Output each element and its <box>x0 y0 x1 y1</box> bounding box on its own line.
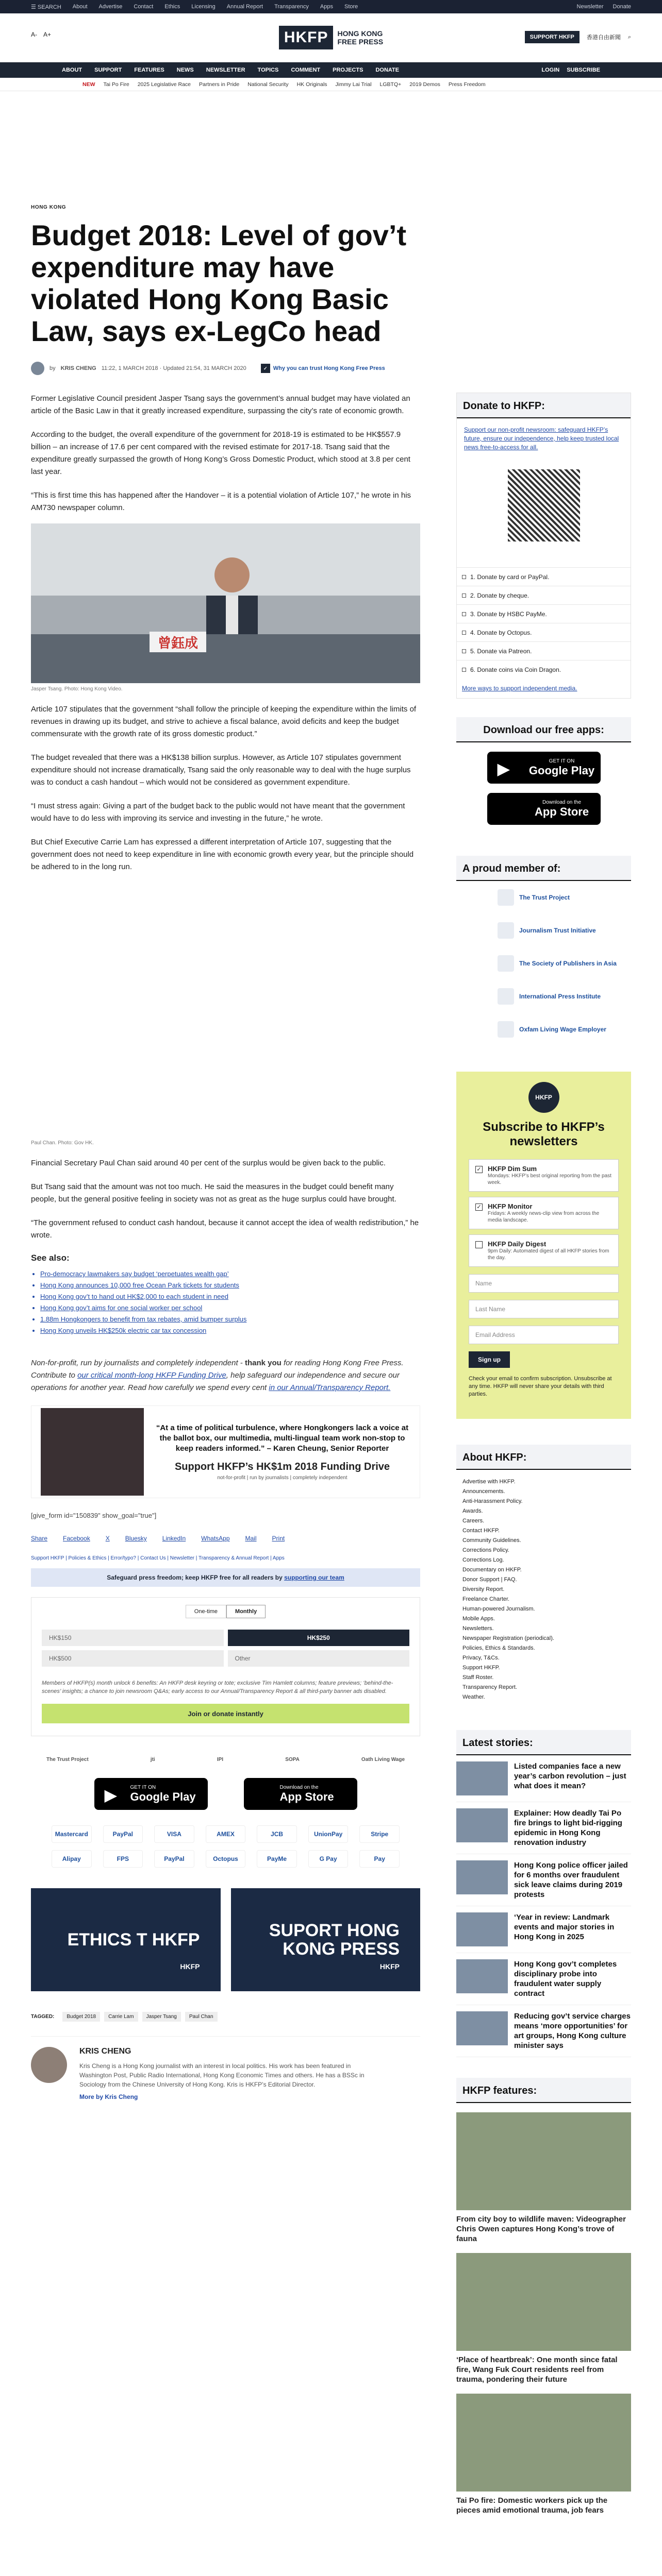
author-info <box>79 2047 378 2100</box>
ticker-item[interactable]: 2019 Demos <box>409 81 440 88</box>
more-ways-link[interactable]: More ways to support independent media. <box>462 685 577 692</box>
share-bluesky[interactable]: Bluesky <box>125 1535 147 1542</box>
org-logo <box>498 988 514 1005</box>
top-right-links <box>577 4 631 10</box>
amount-option-other[interactable]: Other <box>228 1650 410 1667</box>
logo-box: HKFP <box>279 26 334 49</box>
about-link[interactable]: Corrections Policy. <box>462 1547 509 1553</box>
about-heading: About HKFP: <box>456 1445 631 1470</box>
trust-icon: ✓ <box>261 364 270 373</box>
paragraph: Financial Secretary Paul Chan said around 40 per cent of the surplus would be given back to the public. <box>31 1159 386 1167</box>
payment-logo: Pay <box>359 1850 400 1868</box>
donate-widget <box>456 393 631 699</box>
org-logo <box>498 955 514 972</box>
author-name[interactable]: KRIS CHENG <box>79 2047 131 2056</box>
about-link[interactable]: Mobile Apps. <box>462 1616 495 1622</box>
story-thumbnail <box>456 2011 508 2045</box>
byline-by: by <box>49 365 56 371</box>
payment-logo: Mastercard <box>52 1825 92 1843</box>
paragraph: “I must stress again: Giving a part of the budget back to the public would not have meant that the government would have to do less with improving its service and investing in the future,” he wrote. <box>31 802 405 823</box>
paragraph: According to the budget, the overall expenditure of the government for 2018-19 is estimated to be HK$557.9 billion – an increase of 17.6 per cent compared with the revised estimate for 2017-18. Tsang said that the expenditure greatly surpassed the growth of Hong Kong’s Gross Domestic Product, which stood at 3.8 per cent last year. <box>31 430 410 476</box>
main-nav <box>0 62 662 78</box>
logo-text: HONG KONG FREE PRESS <box>337 29 384 46</box>
member-heading: A proud member of: <box>456 856 631 881</box>
latest-story[interactable]: Listed companies face a new year’s carbon revolution – just what does it mean? <box>456 1755 631 1802</box>
feature-image <box>456 2394 631 2492</box>
paragraph: But Tsang said that the amount was not too much. He said the measures in the budget could benefit many people, but the general positive feeling in society was not as great as the huge surplus could have brought. <box>31 1182 396 1204</box>
newsletter-widget <box>456 1072 631 1419</box>
see-also-link[interactable]: • Hong Kong gov’t to hand out HK$2,000 to each student in need <box>40 1291 420 1302</box>
embed-placeholder <box>31 885 420 1137</box>
top-link-transparency[interactable]: Transparency <box>274 4 309 10</box>
bullet-icon <box>462 649 466 653</box>
tags-label: TAGGED: <box>31 2014 55 2020</box>
share-mail[interactable]: Mail <box>245 1535 257 1542</box>
donation-form <box>31 1597 420 1736</box>
ethics-banner[interactable]: ETHICS T HKFP HKFP <box>31 1888 221 1991</box>
member-org[interactable]: The Trust Project <box>456 881 631 914</box>
share-whatsapp[interactable]: WhatsApp <box>201 1535 230 1542</box>
safeguard-bar: Safeguard press freedom; keep HKFP free for all readers by supporting our team <box>31 1568 420 1587</box>
donate-option[interactable]: 2. Donate by cheque. <box>457 586 631 604</box>
about-link[interactable]: Newsletters. <box>462 1625 494 1632</box>
nav-projects[interactable]: PROJECTS <box>333 67 363 73</box>
story-thumbnail <box>456 1860 508 1894</box>
main-layout <box>31 393 631 2515</box>
ticker-item[interactable]: National Security <box>247 81 289 88</box>
share-linkedin[interactable]: LinkedIn <box>162 1535 186 1542</box>
join-button[interactable]: Join or donate instantly <box>42 1704 409 1723</box>
donate-option[interactable]: 4. Donate by Octopus. <box>457 623 631 641</box>
feature-story[interactable]: From city boy to wildlife maven: Videographer Chris Owen captures Hong Kong’s trove of fauna <box>456 2112 631 2244</box>
see-also-link[interactable]: • Hong Kong unveils HK$250k electric car tax concession <box>40 1325 420 1336</box>
about-link[interactable]: Transparency Report. <box>462 1684 517 1690</box>
donate-option[interactable]: 6. Donate coins via Coin Dragon. <box>457 660 631 679</box>
nav-right <box>541 67 600 73</box>
nav-about[interactable]: ABOUT <box>62 67 82 73</box>
more-by-author-link[interactable]: More by Kris Cheng <box>79 2093 138 2100</box>
payment-logo: VISA <box>154 1825 194 1843</box>
name-plaque: 曾鈺成 <box>150 632 206 652</box>
share-x[interactable]: X <box>105 1535 110 1542</box>
article-title: Budget 2018: Level of gov’t expenditure may have violated Hong Kong Basic Law, says ex-LegCo head <box>31 219 407 347</box>
member-widget <box>456 856 631 1046</box>
ticker-item[interactable]: LGBTQ+ <box>379 81 402 88</box>
play-icon: ▶ <box>104 1786 118 1804</box>
about-link[interactable]: Contact HKFP. <box>462 1528 500 1534</box>
site-logo[interactable] <box>279 26 383 49</box>
nav-news[interactable]: NEWS <box>176 67 194 73</box>
org-logo <box>498 1021 514 1038</box>
feature-story[interactable]: Tai Po fire: Domestic workers pick up the pieces amid emotional trauma, job fears <box>456 2394 631 2515</box>
banner-cta: Support HKFP’s HK$1m 2018 Funding Drive <box>174 1461 390 1472</box>
latest-story[interactable]: Hong Kong gov’t completes disciplinary probe into fraudulent water supply contract <box>456 1953 631 2005</box>
newsletter-option[interactable]: ✓ HKFP Dim Sum Mondays: HKFP’s best original reporting from the past week. <box>469 1159 619 1192</box>
ticker-item[interactable]: Press Freedom <box>448 81 486 88</box>
latest-heading: Latest stories: <box>456 1730 631 1755</box>
photo-table <box>31 634 420 683</box>
article-tags <box>31 2012 420 2022</box>
ticker-item[interactable]: Tai Po Fire <box>103 81 129 88</box>
top-link-advertise[interactable]: Advertise <box>98 4 123 10</box>
amount-option[interactable]: HK$150 <box>42 1630 224 1646</box>
search-icon[interactable]: ⌕ <box>627 33 631 40</box>
app-store-badge-side[interactable]: Download on the App Store <box>487 793 601 825</box>
qr-pattern <box>508 469 580 541</box>
see-also-heading: See also: <box>31 1253 70 1263</box>
member-org[interactable]: International Press Institute <box>456 980 631 1013</box>
app-store-badge[interactable]: Download on the App Store <box>244 1778 357 1810</box>
paragraph: The budget revealed that there was a HK$138 billion surplus. However, as Article 107 stipulates government expenditure should not increase dramatically, Tsang said the only reasonable way to deal with the huge surplus was to conduct a cash handout – which would not be considered as government expenditure. <box>31 753 411 787</box>
payment-logo: PayPal <box>154 1850 194 1868</box>
payment-logo: G Pay <box>308 1850 349 1868</box>
nav-newsletter[interactable]: NEWSLETTER <box>206 67 245 73</box>
masthead <box>0 13 662 62</box>
author-avatar-large <box>31 2047 67 2083</box>
member-org[interactable]: Oxfam Living Wage Employer <box>456 1013 631 1046</box>
share-facebook[interactable]: Facebook <box>63 1535 90 1542</box>
paragraph: Former Legislative Council president Jasper Tsang says the government’s annual budget may have violated an article of the Basic Law in that it greatly increased expenditure, surpassing the city’s rate of economic growth. <box>31 394 410 415</box>
living-wage-logo: Oath Living Wage <box>361 1757 405 1762</box>
feature-image <box>456 2253 631 2351</box>
payment-logo: UnionPay <box>308 1825 349 1843</box>
transparency-report-link[interactable]: in our Annual/Transparency Report. <box>269 1383 391 1392</box>
signup-button[interactable]: Sign up <box>469 1351 510 1368</box>
org-logo <box>498 889 514 906</box>
share-bar <box>31 1535 420 1542</box>
nav-support[interactable]: SUPPORT <box>94 67 122 73</box>
byline <box>31 362 631 375</box>
donate-heading: Donate to HKFP: <box>457 393 631 418</box>
ticker-item[interactable]: HK Originals <box>296 81 327 88</box>
funding-banner[interactable] <box>31 1405 420 1498</box>
google-play-badge[interactable]: ▶ GET IT ON Google Play <box>94 1778 208 1810</box>
payment-logo: PayPal <box>103 1825 143 1843</box>
donate-option[interactable]: 1. Donate by card or PayPal. <box>457 567 631 586</box>
top-link-licensing[interactable]: Licensing <box>191 4 216 10</box>
story-thumbnail <box>456 1761 508 1795</box>
share-label: Share <box>31 1535 48 1542</box>
article-body <box>31 393 420 2515</box>
top-link-apps[interactable]: Apps <box>320 4 333 10</box>
support-hkfp-button[interactable]: SUPPORT HKFP <box>525 31 580 43</box>
text-size-down[interactable]: A- <box>31 31 37 38</box>
payment-logo: FPS <box>103 1850 143 1868</box>
banner-quote: “At a time of political turbulence, where Hongkongers lack a voice at the ballot box, our multimedia, multi-lingual team work non-stop to keep readers informed.” – Karen Cheung, Senior Reporter <box>156 1423 409 1453</box>
about-link[interactable]: Diversity Report. <box>462 1586 505 1592</box>
tab-monthly[interactable]: Monthly <box>226 1605 266 1618</box>
bullet-icon <box>462 594 466 598</box>
about-link[interactable]: Community Guidelines. <box>462 1537 521 1544</box>
see-also-link[interactable]: • Hong Kong gov’t aims for one social worker per school <box>40 1302 420 1314</box>
top-link-ethics[interactable]: Ethics <box>164 4 180 10</box>
about-link[interactable]: Staff Roster. <box>462 1674 494 1681</box>
latest-story[interactable]: Hong Kong police officer jailed for 6 months over fraudulent sick leave claims during 2019 protests <box>456 1854 631 1906</box>
feature-story[interactable]: ‘Place of heartbreak’: One month since fatal fire, Wang Fuk Court residents reel from trauma, pondering their future <box>456 2253 631 2384</box>
ticker-item[interactable]: 2025 Legislative Race <box>137 81 191 88</box>
masthead-right <box>525 31 631 43</box>
payment-logo: JCB <box>257 1825 297 1843</box>
about-link[interactable]: Weather. <box>462 1694 485 1700</box>
paragraph: Article 107 stipulates that the government “shall follow the principle of keeping the expenditure within the limits of revenues in drawing up its budget, and strive to achieve a fiscal balance, avoid deficits and keep the budget commensurate with the growth rate of its gross domestic product.” <box>31 705 417 738</box>
bullet-icon <box>462 668 466 672</box>
member-benefits: Members of HKFP(s) month unlock 6 benefits: An HKFP desk keyring or tote; exclusive Tim Hamlett columns; feature previews; ‘behind-the-scenes’ insights; a chance to join newsroom Q&As; early access to our Annual/Transparency Report & all third-party banner ads disabled. <box>42 1680 393 1694</box>
amount-option[interactable]: HK$500 <box>42 1650 224 1667</box>
google-play-badge-side[interactable]: ▶ GET IT ON Google Play <box>487 752 601 784</box>
about-link[interactable]: Corrections Log. <box>462 1557 504 1563</box>
story-thumbnail <box>456 1959 508 1993</box>
donate-option[interactable]: 5. Donate via Patreon. <box>457 641 631 660</box>
tag[interactable]: Budget 2018 <box>62 2012 100 2022</box>
photo-caption: Jasper Tsang. Photo: Hong Kong Video. <box>31 686 123 692</box>
language-switch[interactable]: 香港自由新聞 <box>586 35 621 41</box>
nav-comment[interactable]: COMMENT <box>291 67 321 73</box>
about-link[interactable]: Announcements. <box>462 1488 505 1495</box>
about-widget <box>456 1445 631 1709</box>
paragraph: “This is first time this has happened after the Handover – it is a potential violation of Article 107,” he wrote in his AM730 newspaper column. <box>31 491 411 512</box>
apps-widget <box>456 717 631 825</box>
support-team-link[interactable]: supporting our team <box>284 1574 344 1581</box>
checkbox[interactable]: ✓ <box>475 1204 483 1211</box>
newsletter-option[interactable]: HKFP Daily Digest 9pm Daily: Automated digest of all HKFP stories from the day. <box>469 1234 619 1267</box>
org-logo <box>498 922 514 939</box>
payment-logo: Stripe <box>359 1825 400 1843</box>
donate-option[interactable]: 3. Donate by HSBC PayMe. <box>457 604 631 623</box>
content-wrap <box>0 205 662 2515</box>
features-heading: HKFP features: <box>456 2078 631 2103</box>
see-also-list <box>31 1268 420 1336</box>
newsletter-link[interactable]: Newsletter <box>576 4 604 10</box>
see-also-link[interactable]: • 1.88m Hongkongers to benefit from tax rebates, amid bumper surplus <box>40 1314 420 1325</box>
sopa-logo: SOPA <box>285 1757 300 1762</box>
donate-image <box>464 459 623 552</box>
section-tag[interactable]: HONG KONG <box>31 205 67 210</box>
about-link[interactable]: Support HKFP. <box>462 1665 500 1671</box>
sidebar <box>456 393 631 2515</box>
tag[interactable]: Jasper Tsang <box>142 2012 181 2022</box>
reporter-photo <box>41 1408 144 1496</box>
search-link[interactable]: ☰ SEARCH <box>31 4 61 10</box>
bullet-icon <box>462 612 466 616</box>
first-name-field[interactable]: Name <box>469 1274 619 1293</box>
banner-text <box>154 1423 410 1481</box>
partner-logo-row <box>31 1757 420 1762</box>
tag[interactable]: Carrie Lam <box>104 2012 138 2022</box>
see-also-link[interactable]: • Hong Kong announces 10,000 free Ocean Park tickets for students <box>40 1280 420 1291</box>
top-link-annual-report[interactable]: Annual Report <box>226 4 263 10</box>
member-org[interactable]: The Society of Publishers in Asia <box>456 947 631 980</box>
about-link[interactable]: Human-powered Journalism. <box>462 1606 535 1612</box>
author-avatar <box>31 362 44 375</box>
ticker-label: NEW <box>82 81 95 88</box>
about-link[interactable]: Documentary on HKFP. <box>462 1567 522 1573</box>
about-link[interactable]: Policies, Ethics & Standards. <box>462 1645 535 1651</box>
last-name-field[interactable]: Last Name <box>469 1300 619 1318</box>
play-icon: ▶ <box>497 759 510 778</box>
give-form-shortcode: [give_form id="150839" show_goal="true"] <box>31 1512 157 1519</box>
photo-caption-2: Paul Chan. Photo: Gov HK. <box>31 1140 94 1146</box>
nav-donate[interactable]: DONATE <box>375 67 400 73</box>
ticker-item[interactable]: Jimmy Lai Trial <box>335 81 372 88</box>
amount-option-selected[interactable]: HK$250 <box>228 1630 410 1646</box>
text-size-up[interactable]: A+ <box>43 31 52 38</box>
support-banner[interactable]: SUPORT HONG KONG PRESS HKFP <box>231 1888 421 1991</box>
features-widget <box>456 2078 631 2515</box>
support-links[interactable]: Support HKFP | Policies & Ethics | Error/typo? | Contact Us | Newsletter | Transparency & Annual Report | Apps <box>31 1555 285 1561</box>
newsletter-badge: HKFP <box>528 1082 559 1113</box>
donate-link[interactable]: Donate <box>613 4 631 10</box>
paragraph: “The government refused to conduct cash handout, because it cannot accept the idea of wealth redistribution,” he wrote. <box>31 1218 419 1240</box>
latest-widget <box>456 1730 631 2057</box>
ad-space <box>0 91 662 199</box>
about-link[interactable]: Freelance Charter. <box>462 1596 510 1602</box>
trust-project-logo: The Trust Project <box>46 1757 89 1762</box>
story-thumbnail <box>456 1912 508 1946</box>
checkbox[interactable]: ✓ <box>475 1166 483 1173</box>
jti-logo: jti <box>150 1757 155 1762</box>
funding-drive-link[interactable]: our critical month-long HKFP Funding Drive <box>77 1371 226 1380</box>
newsletter-heading: Subscribe to HKFP’s newsletters <box>483 1120 605 1148</box>
ipi-logo: IPI <box>217 1757 224 1762</box>
top-link-contact[interactable]: Contact <box>134 4 154 10</box>
top-utility-bar <box>0 0 662 13</box>
bullet-icon <box>462 631 466 635</box>
trust-link[interactable]: ✓ Why you can trust Hong Kong Free Press <box>261 364 385 373</box>
about-list <box>456 1470 631 1709</box>
top-link-about[interactable]: About <box>72 4 88 10</box>
promo-banners <box>31 1888 420 1991</box>
payment-methods <box>31 1825 420 1868</box>
latest-story[interactable]: Reducing gov’t service charges means ‘more opportunities’ for art groups, Hong Kong culture minister says <box>456 2005 631 2057</box>
about-link[interactable]: Donor Support | FAQ. <box>462 1577 517 1583</box>
about-link[interactable]: Awards. <box>462 1508 483 1514</box>
ticker-item[interactable]: Partners in Pride <box>199 81 240 88</box>
nav-topics[interactable]: TOPICS <box>257 67 279 73</box>
payment-logo: AMEX <box>206 1825 246 1843</box>
see-also-link[interactable]: • Pro-democracy lawmakers say budget ‘perpetuates wealth gap’ <box>40 1268 420 1280</box>
apps-heading: Download our free apps: <box>456 717 631 742</box>
about-link[interactable]: Anti-Harassment Policy. <box>462 1498 523 1504</box>
email-field[interactable]: Email Address <box>469 1326 619 1344</box>
amount-options <box>42 1630 409 1667</box>
publish-date: 11:22, 1 MARCH 2018 · Updated 21:54, 31 MARCH 2020 <box>101 365 246 371</box>
newsletter-note: Check your email to confirm subscription. Unsubscribe at any time. HKFP will never share your details with third parties. <box>469 1376 612 1397</box>
tab-one-time[interactable]: One-time <box>186 1605 226 1618</box>
top-link-store[interactable]: Store <box>344 4 358 10</box>
frequency-toggle <box>42 1605 409 1618</box>
feature-image <box>456 2112 631 2210</box>
author-box <box>31 2036 420 2100</box>
payment-logo: Octopus <box>206 1850 246 1868</box>
about-link[interactable]: Privacy, T&Cs. <box>462 1655 500 1661</box>
masthead-left <box>31 31 51 38</box>
bullet-icon <box>462 575 466 579</box>
about-link[interactable]: Advertise with HKFP. <box>462 1479 516 1485</box>
newsletter-option[interactable]: ✓ HKFP Monitor Fridays: A weekly news-clip view from across the media landscape. <box>469 1197 619 1229</box>
latest-story[interactable]: ‘Year in review: Landmark events and major stories in Hong Kong in 2025 <box>456 1906 631 1953</box>
payment-logo: PayMe <box>257 1850 297 1868</box>
nav-features[interactable]: FEATURES <box>134 67 164 73</box>
funding-note: Non-for-profit, run by journalists and completely independent - thank you for reading Hong Kong Free Press. Contribute to our critical month-long HKFP Funding Drive, help safeguard our independence and secure our operations for another year. Read how carefully we spend every cent in our Annual/Transparency Report. <box>31 1359 404 1392</box>
latest-story[interactable]: Explainer: How deadly Tai Po fire brings to light bid-rigging epidemic in Hong Kong renovation industry <box>456 1802 631 1854</box>
donate-widget-body <box>457 418 631 567</box>
topic-ticker <box>0 78 662 91</box>
member-org[interactable]: Journalism Trust Initiative <box>456 914 631 947</box>
paragraph: But Chief Executive Carrie Lam has expressed a different interpretation of Article 107, suggesting that the government does not need to keep expenditure in line with economic growth every year, but the principle should be adhered to in the long run. <box>31 838 414 871</box>
nav-subscribe[interactable]: SUBSCRIBE <box>567 67 600 73</box>
story-thumbnail <box>456 1808 508 1842</box>
about-link[interactable]: Newspaper Registration (periodical). <box>462 1635 554 1641</box>
tag[interactable]: Paul Chan <box>185 2012 218 2022</box>
payment-logo: Alipay <box>52 1850 92 1868</box>
author-bio: Kris Cheng is a Hong Kong journalist with an interest in local politics. His work has been featured in Washington Post, Public Radio International, Hong Kong Economic Times and others. He has a BSSc in Sociology from the Chinese University of Hong Kong. Kris is HKFP’s Editorial Director. <box>79 2062 365 2088</box>
article-photo <box>31 523 420 683</box>
share-print[interactable]: Print <box>272 1535 285 1542</box>
checkbox[interactable] <box>475 1241 483 1248</box>
banner-taglines: not-for-profit | run by journalists | completely independent <box>217 1475 347 1481</box>
donate-intro: Support our non-profit newsroom: safeguard HKFP’s future, ensure our independence, help keep trusted local news free-to-access for all. <box>464 426 619 451</box>
about-link[interactable]: Careers. <box>462 1518 485 1524</box>
app-store-row <box>31 1778 420 1810</box>
nav-login[interactable]: LOGIN <box>541 67 560 73</box>
author-link[interactable]: KRIS CHENG <box>60 365 96 371</box>
